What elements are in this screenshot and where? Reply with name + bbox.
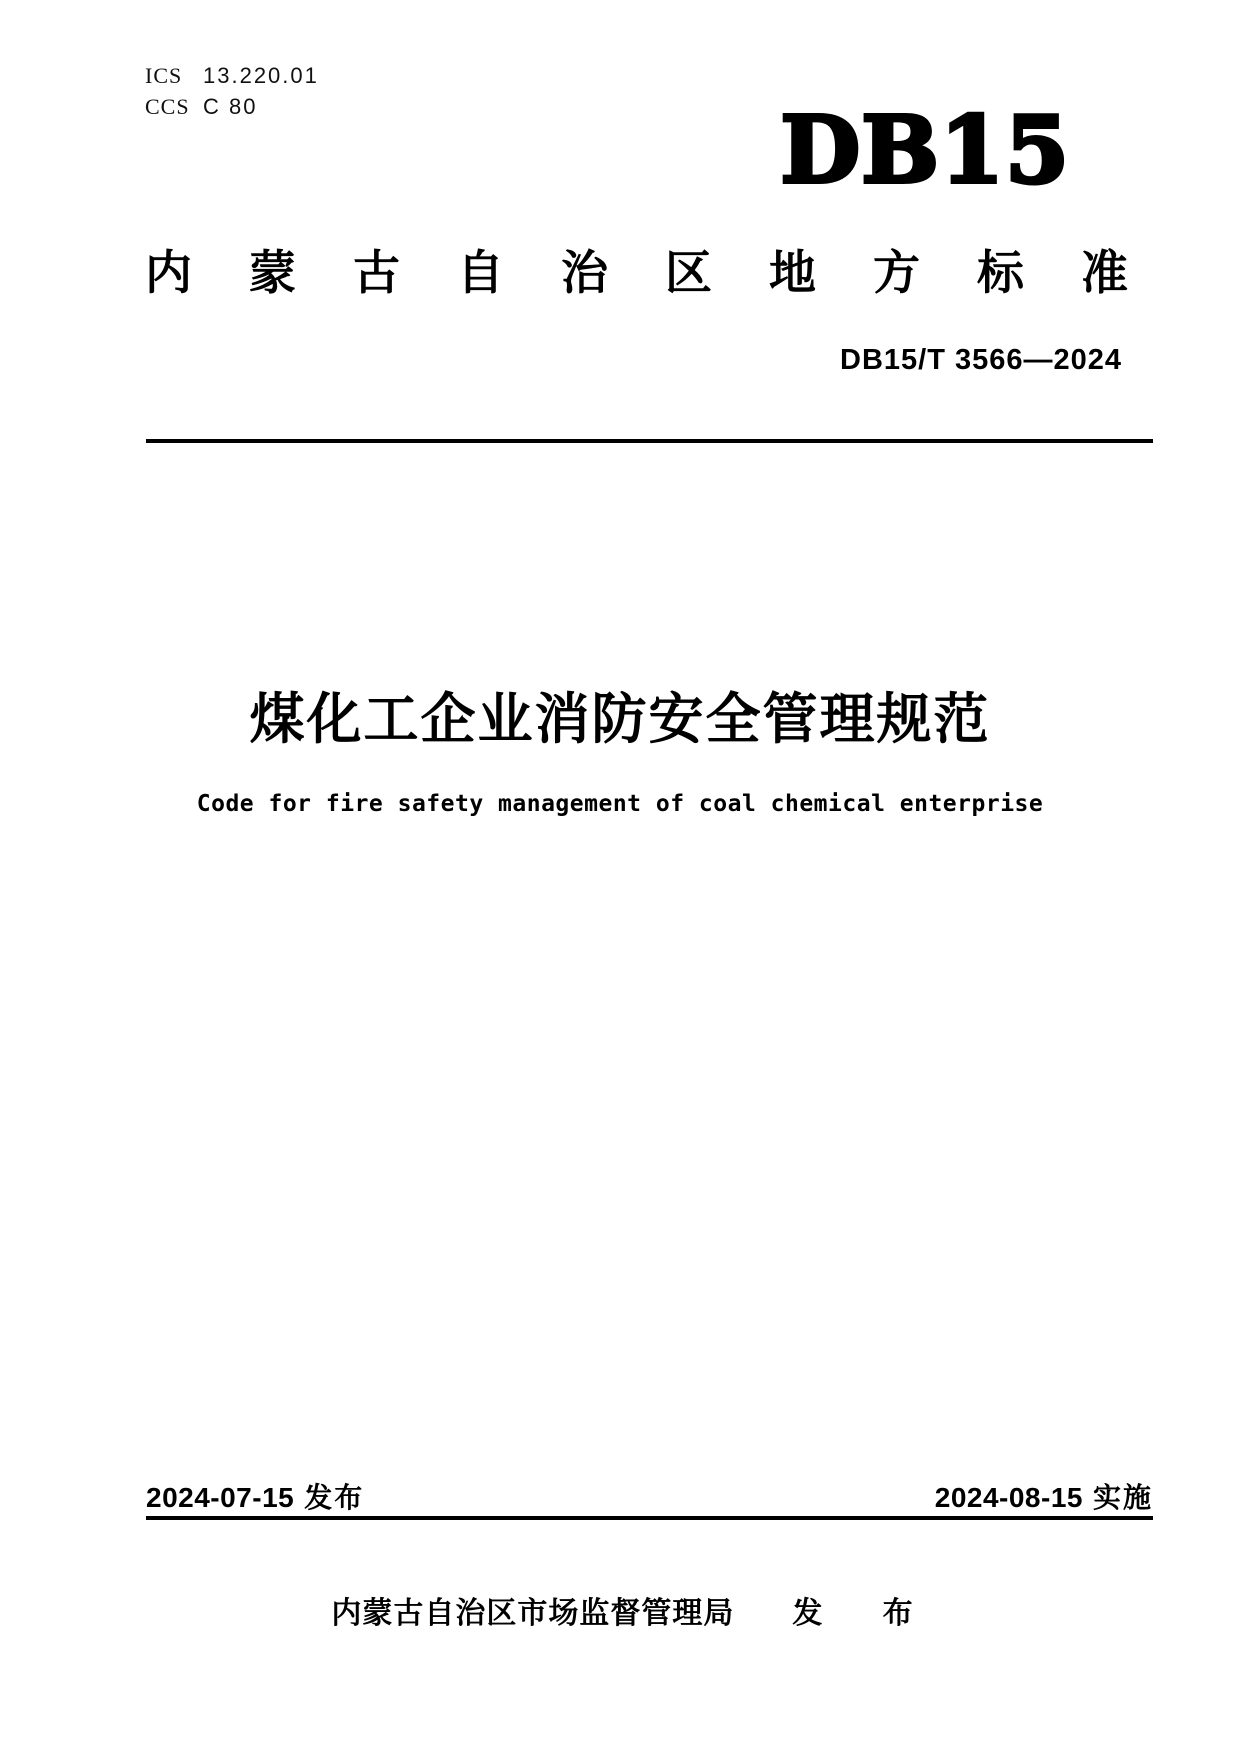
implement-label: 实施 <box>1092 1482 1153 1513</box>
standard-type-banner: 内 蒙 古 自 治 区 地 方 标 准 <box>145 246 1128 299</box>
ccs-code-row <box>145 91 319 122</box>
issue-date-group <box>146 1478 364 1518</box>
db15-logo: DB15 <box>780 96 1070 204</box>
footer-rule <box>146 1516 1153 1520</box>
ccs-label: CCS <box>145 94 190 119</box>
classification-codes <box>145 60 319 122</box>
implement-date: 2024-08-15 <box>934 1482 1083 1513</box>
header-rule <box>146 439 1153 443</box>
publish-action-label: 发 布 <box>792 1597 939 1630</box>
ics-value: 13.220.01 <box>203 63 319 88</box>
issue-label: 发布 <box>304 1482 365 1513</box>
ics-label: ICS <box>145 63 183 88</box>
publisher-name: 内蒙古自治区市场监督管理局 <box>331 1597 735 1630</box>
document-number: DB15/T 3566—2024 <box>840 344 1122 376</box>
publisher-line <box>30 1592 1240 1636</box>
ics-code-row <box>145 60 319 91</box>
standard-title-english: Code for fire safety management of coal chemical enterprise <box>196 791 1044 817</box>
date-strip <box>146 1478 1153 1518</box>
standard-title-chinese: 煤化工企业消防安全管理规范 <box>249 688 991 750</box>
issue-date: 2024-07-15 <box>146 1482 295 1513</box>
implement-date-group <box>935 1478 1153 1518</box>
ccs-value: C 80 <box>203 94 258 119</box>
